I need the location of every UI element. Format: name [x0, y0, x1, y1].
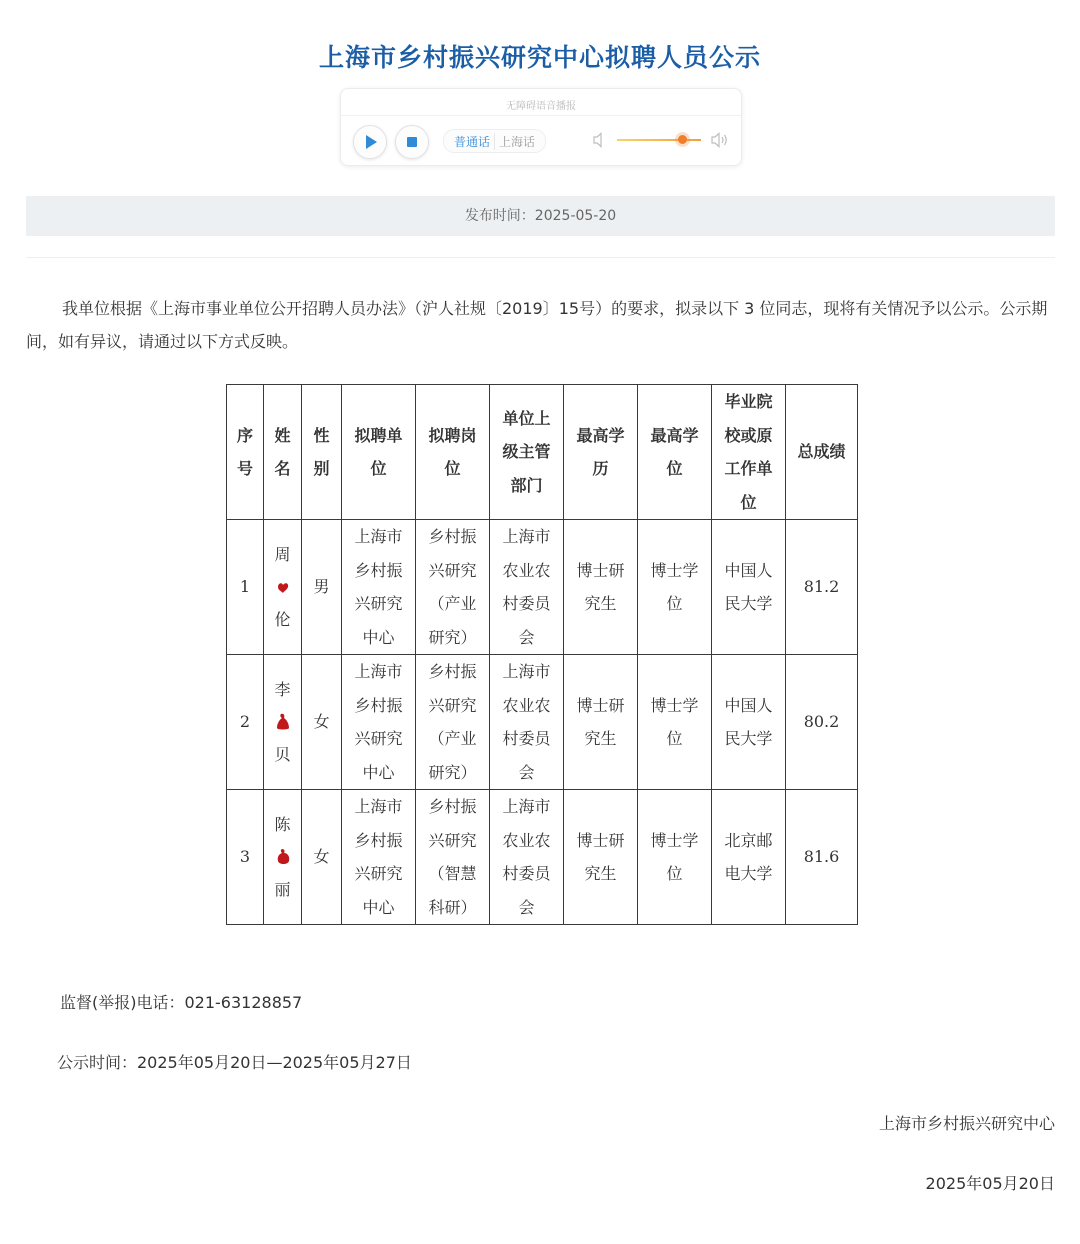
table-header-cell: 拟聘岗位: [416, 385, 490, 520]
name-first-char: 李: [274, 679, 291, 699]
notice-period: 公示时间：2025年05月20日—2025年05月27日: [57, 1053, 412, 1072]
page-title: 上海市乡村振兴研究中心拟聘人员公示: [318, 43, 761, 72]
cell-dept: 上海市农业农村委员会: [490, 655, 564, 790]
name-last-char: 伦: [274, 610, 291, 629]
table-header-cell: 总成绩: [786, 385, 858, 520]
row-number: 1: [227, 520, 264, 655]
cell-gender: 男: [302, 520, 342, 655]
intro-paragraph: 我单位根据《上海市事业单位公开招聘人员办法》（沪人社规〔2019〕15号）的要求，拟录以下 3 位同志，现将有关情况予以公示。公示期间，如有异议，请通过以下方式反映。: [26, 299, 1048, 351]
cell-post: 乡村振兴研究（智慧科研）: [416, 790, 490, 925]
table-header-row: [227, 385, 858, 520]
redaction-shape: [277, 714, 289, 730]
cell-degree: 博士学位: [638, 655, 712, 790]
table-header-cell: 姓名: [264, 385, 302, 520]
cell-school: 北京邮电大学: [712, 790, 786, 925]
candidate-name: [264, 520, 302, 655]
cell-post: 乡村振兴研究（产业研究）: [416, 520, 490, 655]
name-last-char: 贝: [274, 745, 291, 764]
cell-edu: 博士研究生: [564, 790, 638, 925]
table-header-cell: 最高学位: [638, 385, 712, 520]
volume-slider[interactable]: [617, 139, 701, 141]
table-header-cell: 最高学历: [564, 385, 638, 520]
player-divider: [341, 115, 741, 116]
cell-degree: 博士学位: [638, 790, 712, 925]
redaction-shape: [278, 583, 288, 593]
lang-mandarin[interactable]: 普通话: [454, 134, 491, 149]
issue-date: 2025年05月20日: [925, 1174, 1055, 1193]
play-icon: [366, 135, 377, 149]
cell-edu: 博士研究生: [564, 520, 638, 655]
cell-unit: 上海市乡村振兴研究中心: [342, 520, 416, 655]
table-row: [227, 790, 858, 925]
table-row: [227, 655, 858, 790]
cell-unit: 上海市乡村振兴研究中心: [342, 655, 416, 790]
audio-player: [340, 88, 742, 166]
cell-post: 乡村振兴研究（产业研究）: [416, 655, 490, 790]
redaction-shape: [277, 849, 289, 864]
name-redaction-mark: [275, 712, 291, 732]
row-number: 2: [227, 655, 264, 790]
table-header-cell: 序号: [227, 385, 264, 520]
candidate-table: [226, 384, 858, 925]
publish-time-bar: [26, 196, 1055, 236]
volume-slider-handle[interactable]: [678, 135, 687, 144]
volume-low-icon[interactable]: [593, 132, 607, 148]
cell-gender: 女: [302, 790, 342, 925]
volume-high-icon[interactable]: [711, 132, 731, 148]
cell-edu: 博士研究生: [564, 655, 638, 790]
player-caption: 无障碍语音播报: [506, 101, 576, 112]
table-header-cell: 单位上级主管部门: [490, 385, 564, 520]
table-header-cell: 拟聘单位: [342, 385, 416, 520]
table-header-cell: 毕业院校或原工作单位: [712, 385, 786, 520]
cell-degree: 博士学位: [638, 520, 712, 655]
report-phone: 监督(举报)电话：021-63128857: [60, 993, 303, 1012]
issuing-org: 上海市乡村振兴研究中心: [878, 1114, 1055, 1133]
cell-dept: 上海市农业农村委员会: [490, 520, 564, 655]
name-last-char: 丽: [274, 880, 291, 899]
name-redaction-mark: [275, 577, 291, 597]
row-number: 3: [227, 790, 264, 925]
lang-shanghainese[interactable]: 上海话: [494, 133, 539, 150]
cell-score: 81.2: [786, 520, 858, 655]
candidate-name: [264, 655, 302, 790]
table-row: [227, 520, 858, 655]
cell-score: 80.2: [786, 655, 858, 790]
stop-button[interactable]: [395, 125, 429, 159]
content-divider: [26, 257, 1055, 258]
candidate-name: [264, 790, 302, 925]
publish-time: 发布时间：2025-05-20: [464, 208, 617, 224]
language-switch: [443, 129, 546, 153]
cell-score: 81.6: [786, 790, 858, 925]
name-redaction-mark: [275, 847, 291, 867]
name-first-char: 陈: [274, 814, 291, 834]
cell-unit: 上海市乡村振兴研究中心: [342, 790, 416, 925]
play-button[interactable]: [353, 125, 387, 159]
cell-dept: 上海市农业农村委员会: [490, 790, 564, 925]
stop-icon: [407, 137, 417, 147]
name-first-char: 周: [274, 544, 291, 564]
table-header-cell: 性别: [302, 385, 342, 520]
cell-school: 中国人民大学: [712, 655, 786, 790]
cell-gender: 女: [302, 655, 342, 790]
cell-school: 中国人民大学: [712, 520, 786, 655]
